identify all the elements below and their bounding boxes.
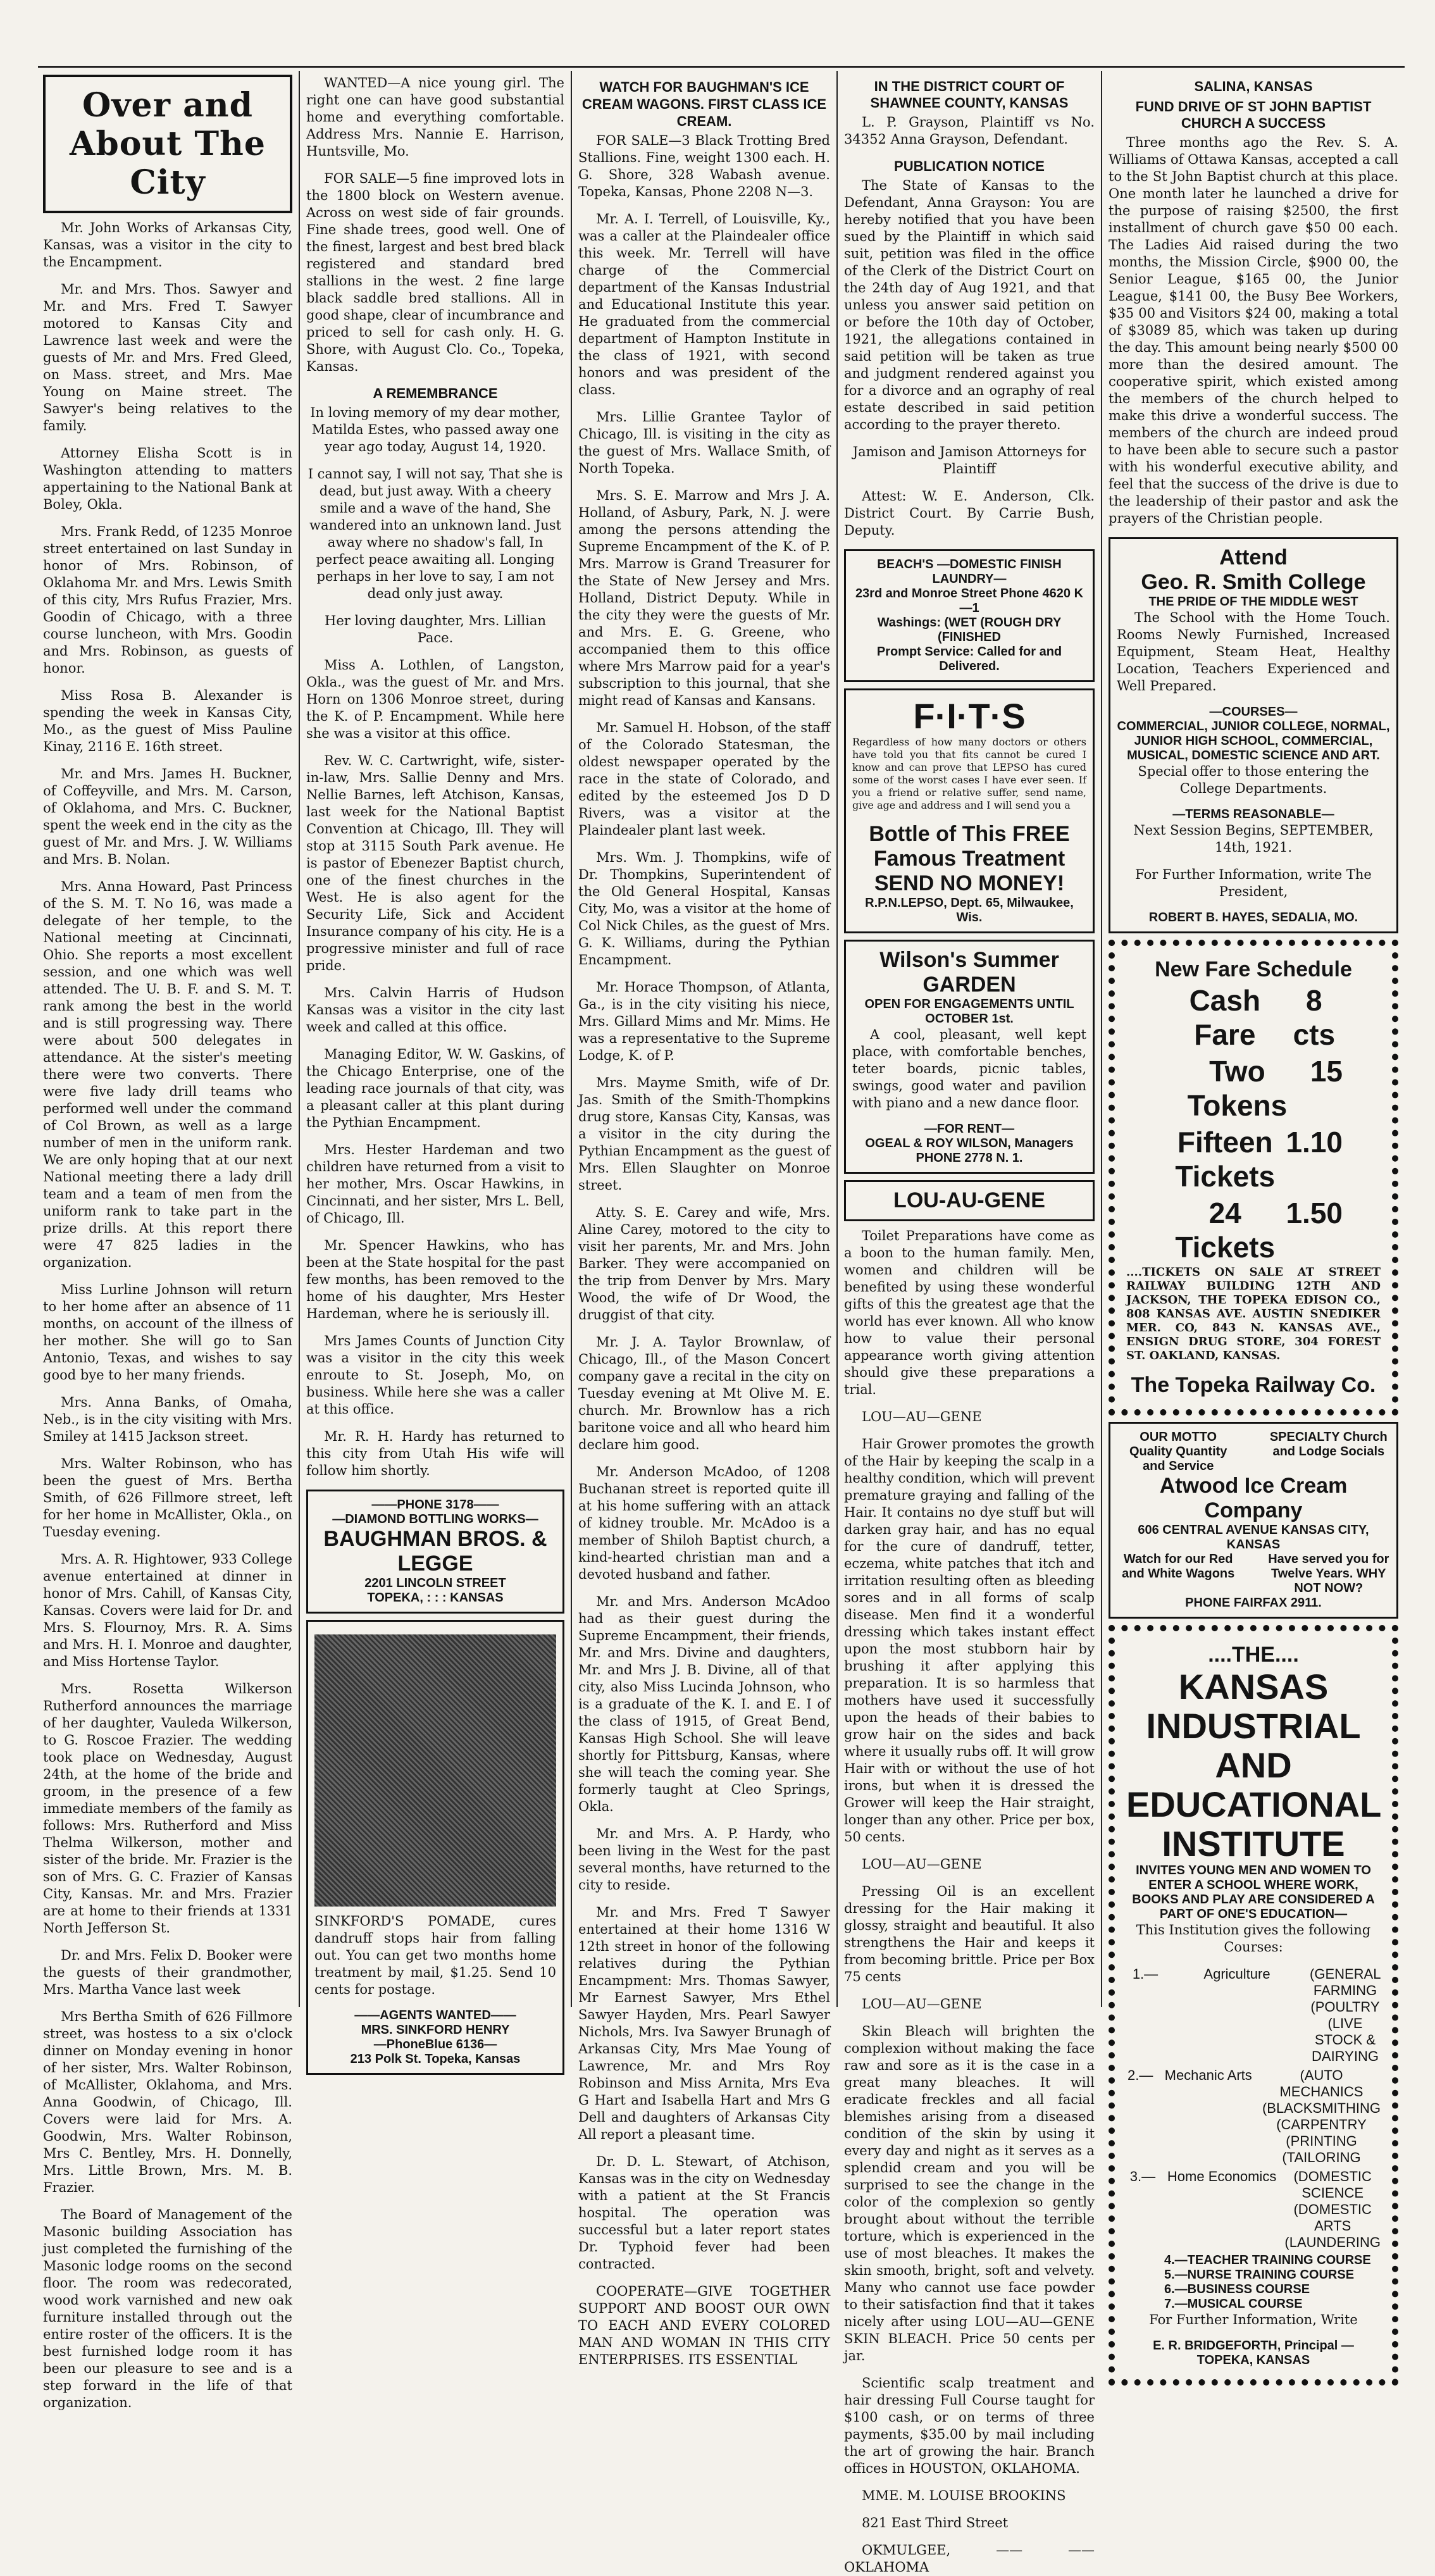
news-item: Mrs. Frank Redd, of 1235 Monroe street entertained on last Sunday in honor of Mrs. Robinson, of Oklahoma Mr. and Mrs. Lewis Smith of this city, Mrs Rufus Frazier, Mrs. Goodin of Chicago, with a three course luncheon, with Mrs. Goodin and Mrs. Robinson, as guests of honor. xyxy=(43,524,292,676)
lou-au-gene-paragraph: Hair Grower promotes the growth of the Hair by keeping the scalp in a healthy condition, which will prevent premature graying and falling of the Hair. It contains no dye stuff but will darken gray hair, and has no equal for the cure of dandruff, tetter, eczema, white patches that itch and irritation resulting often as bleeding sores and in all forms of scalp disease. Men find it a wonderful dressing which takes instant effect upon the most stubborn hair by brushing it after applying this preparation. It is so harmless that mothers have used it successfully upon the heads of their babies to grow hair on the sides and back where it usually rubs off. It will grow Hair with or without the use of hot irons, but when it is dressed the Grower will keep the Hair straight, longer than any other. Price per box, 50 cents. xyxy=(844,1436,1095,1845)
news-item: Mrs. Walter Robinson, who has been the guest of Mrs. Bertha Smith, of 626 Fillmore street, left for her home in McAllister, Okla., on Tuesday evening. xyxy=(43,1456,292,1540)
personal-items xyxy=(578,132,830,2368)
news-item: Miss A. Lothlen, of Langston, Okla., was the guest of Mr. and Mrs. Horn on 1306 Monroe street, during the K. of P. Encampment. While here she was a visitor at this office. xyxy=(306,657,564,741)
poem-stanza: In loving memory of my dear mother, Matilda Estes, who passed away one year ago today, August 14, 1920. xyxy=(310,405,561,454)
news-item: Mrs. A. R. Hightower, 933 College avenue entertained at dinner in honor of Mrs. Cahill, of Kansas City, Kansas. Covers were laid for Dr. and Mrs. S. Flournoy, Mrs. R. A. Sims and Mrs. H. I. Monroe and daughter, and Miss Hortense Taylor. xyxy=(43,1552,292,1669)
lou-au-gene-paragraph: 821 East Third Street xyxy=(862,2515,1009,2530)
course-subjects: (AUTO MECHANICS (BLACKSMITHING (CARPENTRY (PRINTING (TAILORING xyxy=(1262,2067,1381,2165)
news-item: The Board of Management of the Masonic building Association has just completed the furnishing of the Masonic lodge rooms on the second floor. The room was redecorated, wood work varnished and new oak furniture installed through out the entire roster of the officers. It is the best furnished lodge room it has been our pleasure to see and is a step forward in the life of that organization. xyxy=(43,2207,292,2410)
lou-au-gene-items xyxy=(844,1228,1095,2576)
salina-subheading: FUND DRIVE OF ST JOHN BAPTIST CHURCH A SUCCESS xyxy=(1135,99,1372,131)
notice-sign: Jamison and Jamison Attorneys for Plaintiff xyxy=(852,444,1086,476)
column-2 xyxy=(300,75,571,2066)
lou-au-gene-paragraph: Toilet Preparations have come as a boon to the human family. Men, women and children will be benefited by using these wonderful gifts of this the greatest age that the world has ever known. All who know how to value their personal appearance worth giving attention should give these preparations a trial. xyxy=(844,1228,1095,1397)
fare-label: 24 Tickets xyxy=(1175,1197,1276,1264)
course-name: Home Economics xyxy=(1167,2168,1277,2184)
course-item: 7.—MUSICAL COURSE xyxy=(1164,2297,1303,2311)
news-item: Attorney Elisha Scott is in Washington attending to matters appertaining to the National Bank at Boley, Okla. xyxy=(43,445,292,512)
notice-heading: PUBLICATION NOTICE xyxy=(894,158,1045,174)
beach-laundry-ad: BEACH'S —DOMESTIC FINISH LAUNDRY— 23rd and Monroe Street Phone 4620 K—1 Washings: (WET (ROUGH DRY (FINISHED Prompt Service: Called for and Delivered. xyxy=(844,549,1095,682)
course-number: 2.— xyxy=(1128,2067,1153,2083)
remembrance-poem xyxy=(306,404,564,647)
lou-au-gene-paragraph: LOU—AU—GENE xyxy=(862,1857,982,1872)
news-item: Atty. S. E. Carey and wife, Mrs. Aline Carey, motored to the city to visit her parents, Mr. and Mrs. John Barker. They were accompanied on the trip from Denver by Mrs. Mary Wood, the wife of Dr Wood, the druggist of that city. xyxy=(578,1205,830,1322)
fare-label: Cash Fare xyxy=(1189,984,1261,1051)
fare-row xyxy=(1126,982,1381,1053)
fits-ad: F·I·T·S Regardless of how many doctors or others have told you that fits cannot be cured I know and can prove that LEPSO has cured some of the worst cases I have ever seen. If you a friend or relative suffer, send name, give age and address and I will send you a Bottle of This FREE Famous Treatment SEND NO MONEY! R.P.N.LEPSO, Dept. 65, Milwaukee, Wis. xyxy=(844,688,1095,933)
personal-items xyxy=(306,657,564,1479)
news-item: Mr. and Mrs. A. P. Hardy, who been living in the West for the past several months, have returned to the city to reside. xyxy=(578,1826,830,1893)
news-item: Dr. D. L. Stewart, of Atchison, Kansas was in the city on Wednesday with a patient at the St Francis hospital. The operation was successful but a later report states Dr. Typhoid fever had been contracted. xyxy=(578,2154,830,2272)
notice-body: The State of Kansas to the Defendant, Anna Grayson: You are hereby notified that you have been sued by the Plaintiff in which said suit, petition was filed in the office of the Clerk of the District Court on the 24th day of Aug 1921, and that unless you answer said petition on or before the 10th day of October, 1921, the allegations contained in said petition will be taken as true and judgment rendered against you for a divorce and an ography of real estate described in said petition according to the prayer thereto. xyxy=(844,178,1095,432)
news-item: Miss Lurline Johnson will return to her home after an absence of 11 months, on account of the illness of her mother. She will go to San Antonio, Texas, and wishes to say good bye to her many friends. xyxy=(43,1282,292,1383)
news-item: Mr. and Mrs. Thos. Sawyer and Mr. and Mrs. Fred T. Sawyer motored to Kansas City and Lawrence last week and were the guests of Mr. and Mrs. Fred Gleed, on Mass. street, and Mrs. Mae Young on Maine street. The Sawyer's being relatives to the family. xyxy=(43,282,292,433)
news-item: Mrs. Calvin Harris of Hudson Kansas was a visitor in the city last week and called at this office. xyxy=(306,985,564,1035)
news-item: Mr. Horace Thompson, of Atlanta, Ga., is in the city visiting his niece, Mrs. Gillard Mims and Mr. Mims. He was a representative to the Supreme Lodge, K. of P. xyxy=(578,980,830,1063)
salina-heading: SALINA, KANSAS xyxy=(1194,78,1313,94)
lou-au-gene-paragraph: LOU—AU—GENE xyxy=(862,1996,982,2012)
sinkford-ad: SINKFORD'S POMADE, cures dandruff stops hair from falling out. You can get two months home treatment by mail, $1.25. Send 10 cents for postage. ——AGENTS WANTED—— MRS. SINKFORD HENRY —PhoneBlue 6136— 213 Polk St. Topeka, Kansas xyxy=(306,1620,564,2075)
fare-price: 1.10 xyxy=(1286,1126,1343,1159)
classified-item: WANTED—A nice young girl. The right one can have good substantial home and everything comfortable. Address Mrs. Nannie E. Harrison, Huntsville, Mo. xyxy=(306,75,564,159)
course-subjects: (GENERAL FARMING (POULTRY (LIVE STOCK & DAIRYING xyxy=(1310,1966,1381,2064)
portrait-photo xyxy=(314,1634,556,1907)
news-item: Mrs. Lillie Grantee Taylor of Chicago, Ill. is visiting in the city as the guest of Mrs. Wallace Smith, of North Topeka. xyxy=(578,409,830,476)
news-item: Mr. and Mrs. Anderson McAdoo had as their guest during the Supreme Encampment, their friends, Mr. and Mrs. Divine and daughters, Mr. and Mrs J. B. Divine, all of that city, also Miss Lucinda Johnson, who is a graduate of the K. I. and E. I of the class of 1915, of Great Bend, Kansas High School. She will leave shortly for Pittsburg, Kansas, where she will teach the coming year. She formerly taught at Cleo Springs, Okla. xyxy=(578,1594,830,1814)
news-item: Miss Rosa B. Alexander is spending the week in Kansas City, Mo., as the guest of Miss Pauline Kinay, 2116 E. 16th street. xyxy=(43,688,292,754)
course-number: 3.— xyxy=(1129,2168,1156,2184)
course-item: 5.—NURSE TRAINING COURSE xyxy=(1164,2268,1355,2282)
news-item: Mrs. Anna Banks, of Omaha, Neb., is in the city visiting with Mrs. Smiley at 1415 Jackson street. xyxy=(43,1395,292,1444)
kie-institute-ad: ....THE.... KANSAS INDUSTRIAL AND EDUCATIONAL INSTITUTE INVITES YOUNG MEN AND WOMEN TO ENTER A SCHOOL WHERE WORK, BOOKS AND PLAY ARE CONSIDERED A PART OF ONE'S EDUCATION— This Institution gives the following Courses: 1.— Agriculture (GENERAL FARMING (POULTRY (LIVE STOCK & DAIRYING 2.— Mechanic Arts (AUTO MECHANICS (BLACKSMITHING (CARPENTRY (PRINTING (TAILORING 3.— Home Economics (DOMESTIC SCIENCE (DOMESTIC ARTS (LAUNDERING 4.—TEACHER TRAINING COURSE 5.—NURSE TRAINING COURSE 6.—BUSINESS COURSE 7.—MUSICAL COURSE For Further Information, Write E. R. BRIDGEFORTH, Principal — TOPEKA, KANSAS xyxy=(1109,1625,1398,2386)
course-list xyxy=(1126,1966,1381,2251)
smith-college-ad: Attend Geo. R. Smith College THE PRIDE OF THE MIDDLE WEST The School with the Home Touch. Rooms Newly Furnished, Increased Equipment, Steam Heat, Healthy Location, Teachers Experienced and Well Prepared. —COURSES— COMMERCIAL, JUNIOR COLLEGE, NORMAL, JUNIOR HIGH SCHOOL, COMMERCIAL, MUSICAL, DOMESTIC SCIENCE AND ART. Special offer to those entering the College Departments. —TERMS REASONABLE— Next Session Begins, SEPTEMBER, 14th, 1921. For Further Information, write The President, ROBERT B. HAYES, SEDALIA, MO. xyxy=(1109,537,1398,933)
news-item: Mr. J. A. Taylor Brownlaw, of Chicago, Ill., of the Mason Concert company gave a recital in the city on Tuesday evening at Mt Olive M. E. church. Mr. Brownlow has a rich baritone voice and all who heard him declare him good. xyxy=(578,1335,830,1452)
lou-au-gene-paragraph: LOU—AU—GENE xyxy=(862,1409,982,1424)
poem-stanza: I cannot say, I will not say, That she is dead, but just away. With a cheery smile and a wave of the hand, She wandered into an unknown land. Just away where no shadow's fall, In perfect peace awaiting all. Longing perhaps in her love to say, I am not dead only just away. xyxy=(308,466,563,601)
course-name: Mechanic Arts xyxy=(1164,2067,1252,2083)
news-item: FOR SALE—3 Black Trotting Bred Stallions. Fine, weight 1300 each. H. G. Shore, 328 Wabash avenue. Topeka, Kansas, Phone 2208 N—3. xyxy=(578,133,830,199)
society-items xyxy=(43,220,292,2411)
news-item: Mrs. Mayme Smith, wife of Dr. Jas. Smith of the Smith-Thompkins drug store, Kansas City, Kansas, was a visitor in the city during the Pythian Encampment as the guest of Mrs. Ellen Slaughter on Monroe street. xyxy=(578,1075,830,1193)
news-item: Mr. A. I. Terrell, of Louisville, Ky., was a caller at the Plaindealer office this week. Mr. Terrell will have charge of the Commercial department of the Kansas Industrial and Educational Institute this year. He graduated from the commercial department of Hampton Institute in the class of 1921, with second honors and was president of the class. xyxy=(578,211,830,397)
news-item: Mrs Bertha Smith of 626 Fillmore street, was hostess to a six o'clock dinner on Monday evening in honor of her sister, Mrs. Walter Robinson, of McAllister, Oklahoma, and Mrs. Anna Goodwin, of Chicago, Ill. Covers were laid for Mrs. A. Goodwin, Mrs. Walter Robinson, Mrs C. Bentley, Mrs. H. Donnelly, Mrs. Little Brown, Mrs. M. B. Frazier. xyxy=(43,2009,292,2195)
fare-row xyxy=(1126,1053,1381,1124)
course-row xyxy=(1126,2168,1381,2251)
news-item: COOPERATE—GIVE TOGETHER SUPPORT AND BOOST OUR OWN TO EACH AND EVERY COLORED MAN AND WOMAN IN THIS CITY ENTERPRISES. ITS ESSENTIAL xyxy=(578,2284,830,2367)
lou-au-gene-paragraph: MME. M. LOUISE BROOKINS xyxy=(862,2488,1066,2503)
fare-list xyxy=(1126,982,1381,1266)
news-item: Mrs. S. E. Marrow and Mrs J. A. Holland, of Asbury, Park, N. J. were among the persons attending the Supreme Encampment of the K. of P. Mrs. Marrow is Grand Treasurer for the State of New Jersey and Mrs. Holland, District Deputy. While in the city they were the guests of Mr. and Mrs. E. G. Greene, who accompanied them to this office where Mrs Marrow paid for a year's subscription to this journal, that she might read of Kansas and Kansans. xyxy=(578,488,830,708)
news-item: Mrs. Wm. J. Thompkins, wife of Dr. Thompkins, Superintendent of the Old General Hospital, Kansas City, Mo, was a visitor at the home of Col Nick Chiles, as the guest of Mrs. G. K. Williams, during the Pythian Encampment. xyxy=(578,850,830,968)
fare-price: 15 xyxy=(1310,1055,1343,1088)
lou-au-gene-paragraph: Scientific scalp treatment and hair dressing Full Course taught for $100 cash, or on terms of three payments, $35.00 by mail including the art of growing the hair. Branch offices in HOUSTON, OKLAHOMA. xyxy=(844,2375,1095,2476)
classified-items xyxy=(306,75,564,375)
notice-attest: Attest: W. E. Anderson, Clk. District Court. By Carrie Bush, Deputy. xyxy=(844,488,1095,538)
fare-label: Two Tokens xyxy=(1187,1055,1288,1122)
news-item: Mrs James Counts of Junction City was a visitor in the city this week enroute to St. Joseph, Mo, on business. While here she was a caller at this office. xyxy=(306,1333,564,1417)
lou-au-gene-paragraph: OKMULGEE, —— —— OKLAHOMA xyxy=(844,2542,1095,2575)
news-item: Dr. and Mrs. Felix D. Booker were the guests of their grandmother, Mrs. Martha Vance last week xyxy=(43,1948,292,1997)
wilson-garden-ad: Wilson's Summer GARDEN OPEN FOR ENGAGEMENTS UNTIL OCTOBER 1st. A cool, pleasant, well kept place, with comfortable benches, teter boards, picnic tables, swings, good water and pavilion with piano and a new dance floor. —FOR RENT— OGEAL & ROY WILSON, Managers PHONE 2778 N. 1. xyxy=(844,940,1095,1174)
news-item: Mr. and Mrs. Fred T Sawyer entertained at their home 1316 W 12th street in honor of the following relatives during the Pythian Encampment: Mrs. Thomas Sawyer, Mr Earnest Sawyer, Mrs Ethel Sawyer Hayden, Mrs. Pearl Sawyer Nichols, Mrs. Iva Sawyer Brunagh of Arkansas City, Mrs Mae Young of Lawrence, Mr. and Mrs Roy Robinson and Miss Arnita, Mrs Eva G Hart and Isabella Hart and Mrs G Dell and daughters of Arkansas City All report a pleasant time. xyxy=(578,1905,830,2142)
course-number: 1.— xyxy=(1132,1966,1159,1982)
fare-row xyxy=(1126,1124,1381,1195)
news-item: Mr. John Works of Arkansas City, Kansas, was a visitor in the city to the Encampment. xyxy=(43,220,292,270)
lou-au-gene-logo: LOU-AU-GENE xyxy=(844,1180,1095,1221)
fare-price: 1.50 xyxy=(1286,1197,1343,1229)
poem-stanza: Her loving daughter, Mrs. Lillian Pace. xyxy=(325,613,546,645)
news-item: Mrs. Hester Hardeman and two children have returned from a visit to her mother, Mrs. Oscar Hawkins, in Cincinnati, and her sister, Mrs L. Bell, of Chicago, Ill. xyxy=(306,1142,564,1226)
news-item: Managing Editor, W. W. Gaskins, of the Chicago Enterprise, one of the leading race journals of that city, was a pleasant caller at this plant during the Pythian Encampment. xyxy=(306,1047,564,1130)
classified-item: FOR SALE—5 fine improved lots in the 1800 block on Western avenue. Across on west side of fair grounds. Fine shade trees, good well. One of the finest, largest and best bred black registered and standard bred stallions in the west. 2 fine large black saddle bred stallions. All in good shape, clear of incumbrance and priced to sell for cash only. H. G. Shore, with August Clo. Co., Topeka, Kansas. xyxy=(306,171,564,374)
court-heading: IN THE DISTRICT COURT OF SHAWNEE COUNTY, KANSAS xyxy=(870,78,1069,111)
news-item: Mr. R. H. Hardy has returned to this city from Utah His wife will follow him shortly. xyxy=(306,1429,564,1478)
baughman-ad: ——PHONE 3178—— —DIAMOND BOTTLING WORKS— BAUGHMAN BROS. & LEGGE 2201 LINCOLN STREET TOPEKA, : : : KANSAS xyxy=(306,1490,564,1614)
top-rule xyxy=(38,66,1405,68)
fare-schedule-ad: New Fare Schedule Cash Fare 8 cts Two Tokens 15 Fifteen Tickets 1.10 24 Tickets 1.50 ....TICKETS ON SALE AT STREET RAILWAY BUILDING 12TH AND JACKSON, THE TOPEKA EDISON CO., 808 KANSAS AVE. AUSTIN SNEDIKER MER. CO, 843 N. KANSAS AVE., ENSIGN DRUG STORE, 304 FOREST ST. OAKLAND, KANSAS. The Topeka Railway Co. xyxy=(1109,940,1398,1416)
lou-au-gene-paragraph: Pressing Oil is an excellent dressing for the Hair making it glossy, straight and beautiful. It also strengthens the Hair and keeps it from becoming brittle. Price per Box 75 cents xyxy=(844,1884,1095,1984)
salina-article: Three months ago the Rev. S. A. Williams of Ottawa Kansas, accepted a call to the St John Baptist church at this place. One month later he launched a drive for the purpose of raising $2500, the first installment of church gave $50 00 each. The Ladies Aid raised during the two months, the Mission Circle, $900 00, the Senior League, $165 00, the Junior League, $141 00, the Busy Bee Workers, $35 00 and Visitors $24 00, making a total of $3089 85, which was taken up during the day. This amount being nearly $500 00 more than the desired amount. The cooperative spirit, which existed among the members of the church helped to make this drive a wonderful success. The members of the church are indeed proud to have been able to secure such a pastor with his wonderful executive ability, and feel that the success of the drive is due to the leadership of their pastor and ask the prayers of the Christian people. xyxy=(1109,135,1398,526)
fare-row xyxy=(1126,1195,1381,1266)
court-parties: L. P. Grayson, Plaintiff vs No. 34352 Anna Grayson, Defendant. xyxy=(844,115,1095,147)
news-item: Mrs. Rosetta Wilkerson Rutherford announces the marriage of her daughter, Vauleda Wilkerson, to G. Roscoe Frazier. The wedding took place on Wednesday, August 24th, at the home of the bride and groom, in the presence of a few immediate members of the family as follows: Mrs. Rutherford and Miss Thelma Wilkerson, mother and sister of the bride. Mr. Frazier is the son of Mrs. G. C. Frazier of Kansas City, Kansas. Mr. and Mrs. Frazier are at home to their friends at 1331 North Jefferson St. xyxy=(43,1681,292,1936)
news-item: Mr. Anderson McAdoo, of 1208 Buchanan street is reported quite ill at his home suffering with an attack of kidney trouble. Mr. McAdoo is a member of Shiloh Baptist church, a kind-hearted christian man and a devoted husband and father. xyxy=(578,1464,830,1582)
fare-price: 8 cts xyxy=(1293,984,1336,1051)
atwood-ice-cream-ad: OUR MOTTO Quality Quantity and Service SPECIALTY Church and Lodge Socials Atwood Ice Cream Company 606 CENTRAL AVENUE KANSAS CITY, KANSAS Watch for our Red and White Wagons Have served you for Twelve Years. WHY NOT NOW? PHONE FAIRFAX 2911. xyxy=(1109,1422,1398,1619)
news-item: Mr. and Mrs. James H. Buckner, of Coffeyville, and Mrs. M. Carson, of Oklahoma, and Mrs. C. Buckner, spent the week end in the city as the guest of Mr. and Mrs. J. W. Williams and Mrs. B. Nolan. xyxy=(43,766,292,867)
course-row xyxy=(1126,2067,1381,2166)
column-5 xyxy=(1102,75,1405,2367)
news-item: Rev. W. C. Cartwright, wife, sister-in-law, Mrs. Sallie Denny and Mrs. Nellie Barnes, left Atchison, Kansas, last week for the National Baptist Convention at Chicago, Ill. They will stop at 3115 South Park avenue. He is pastor of Ebenezer Baptist church, one of the finest churches in the West. He is also agent for the Security Life, Sick and Accident Insurance company of his city. He is a progressive minister and full of race pride. xyxy=(306,753,564,973)
course-item: 4.—TEACHER TRAINING COURSE xyxy=(1164,2253,1371,2267)
course-item: 6.—BUSINESS COURSE xyxy=(1164,2282,1310,2296)
column-1 xyxy=(37,75,299,2410)
remembrance-heading: A REMEMBRANCE xyxy=(373,385,498,401)
over-and-about-banner: Over and About The City xyxy=(43,75,292,213)
watch-for-wagons: WATCH FOR BAUGHMAN'S ICE CREAM WAGONS. FIRST CLASS ICE CREAM. xyxy=(581,79,827,129)
lou-au-gene-paragraph: Skin Bleach will brighten the complexion without making the face raw and sore as it is the case in a great many bleaches. It will eradicate freckles and all facial blemishes arising from a diseased condition of the skin by using it every day and night as it serves as a splendid cream and you will be surprised to see the change in the color of the complexion so gently brought about without the terrible torture, which is experienced in the use of most bleaches. It makes the skin smooth, bright, soft and velvety. Many who cannot use face powder to their satisfaction find that it takes nicely after using LOU—AU—GENE SKIN BLEACH. Price 50 cents per jar. xyxy=(844,2024,1095,2363)
news-item: Mr. Samuel H. Hobson, of the staff of the Colorado Statesman, the oldest newspaper operated by the race in the state of Colorado, and edited by the esteemed Jos D D Rivers, was a visitor at the Plaindealer plant last week. xyxy=(578,720,830,838)
course-row xyxy=(1126,1966,1381,2065)
news-item: Mr. Spencer Hawkins, who has been at the State hospital for the past few months, has been removed to the home of his daughter, Mrs Hester Hardeman, where he is seriously ill. xyxy=(306,1238,564,1321)
news-item: Mrs. Anna Howard, Past Princess of the S. M. T. No 16, was made a delegate of her temple, to the National meeting at Cincinnati, Ohio. She reports a most excellent session, and one which was well attended. The U. B. F. and S. M. T. rank among the best in the world and is still progressing way. There were about 500 delegates in attendance. At the sister's meeting there were two converts. There were five lady drill teams who performed well under the command of Col Brown, as well as a large number of men in the uniform rank. We are only hoping that at our next National meeting there a lady drill team and a team of men from the uniform rank to take part in the prize drills. At this report there were 47 825 ladies in the organization. xyxy=(43,879,292,1270)
column-4 xyxy=(838,75,1101,2575)
course-subjects: (DOMESTIC SCIENCE (DOMESTIC ARTS (LAUNDERING xyxy=(1284,2168,1381,2250)
column-3 xyxy=(572,75,836,2367)
course-name: Agriculture xyxy=(1203,1966,1270,1982)
more-course-list xyxy=(1126,2253,1381,2312)
fare-label: Fifteen Tickets xyxy=(1175,1126,1276,1193)
